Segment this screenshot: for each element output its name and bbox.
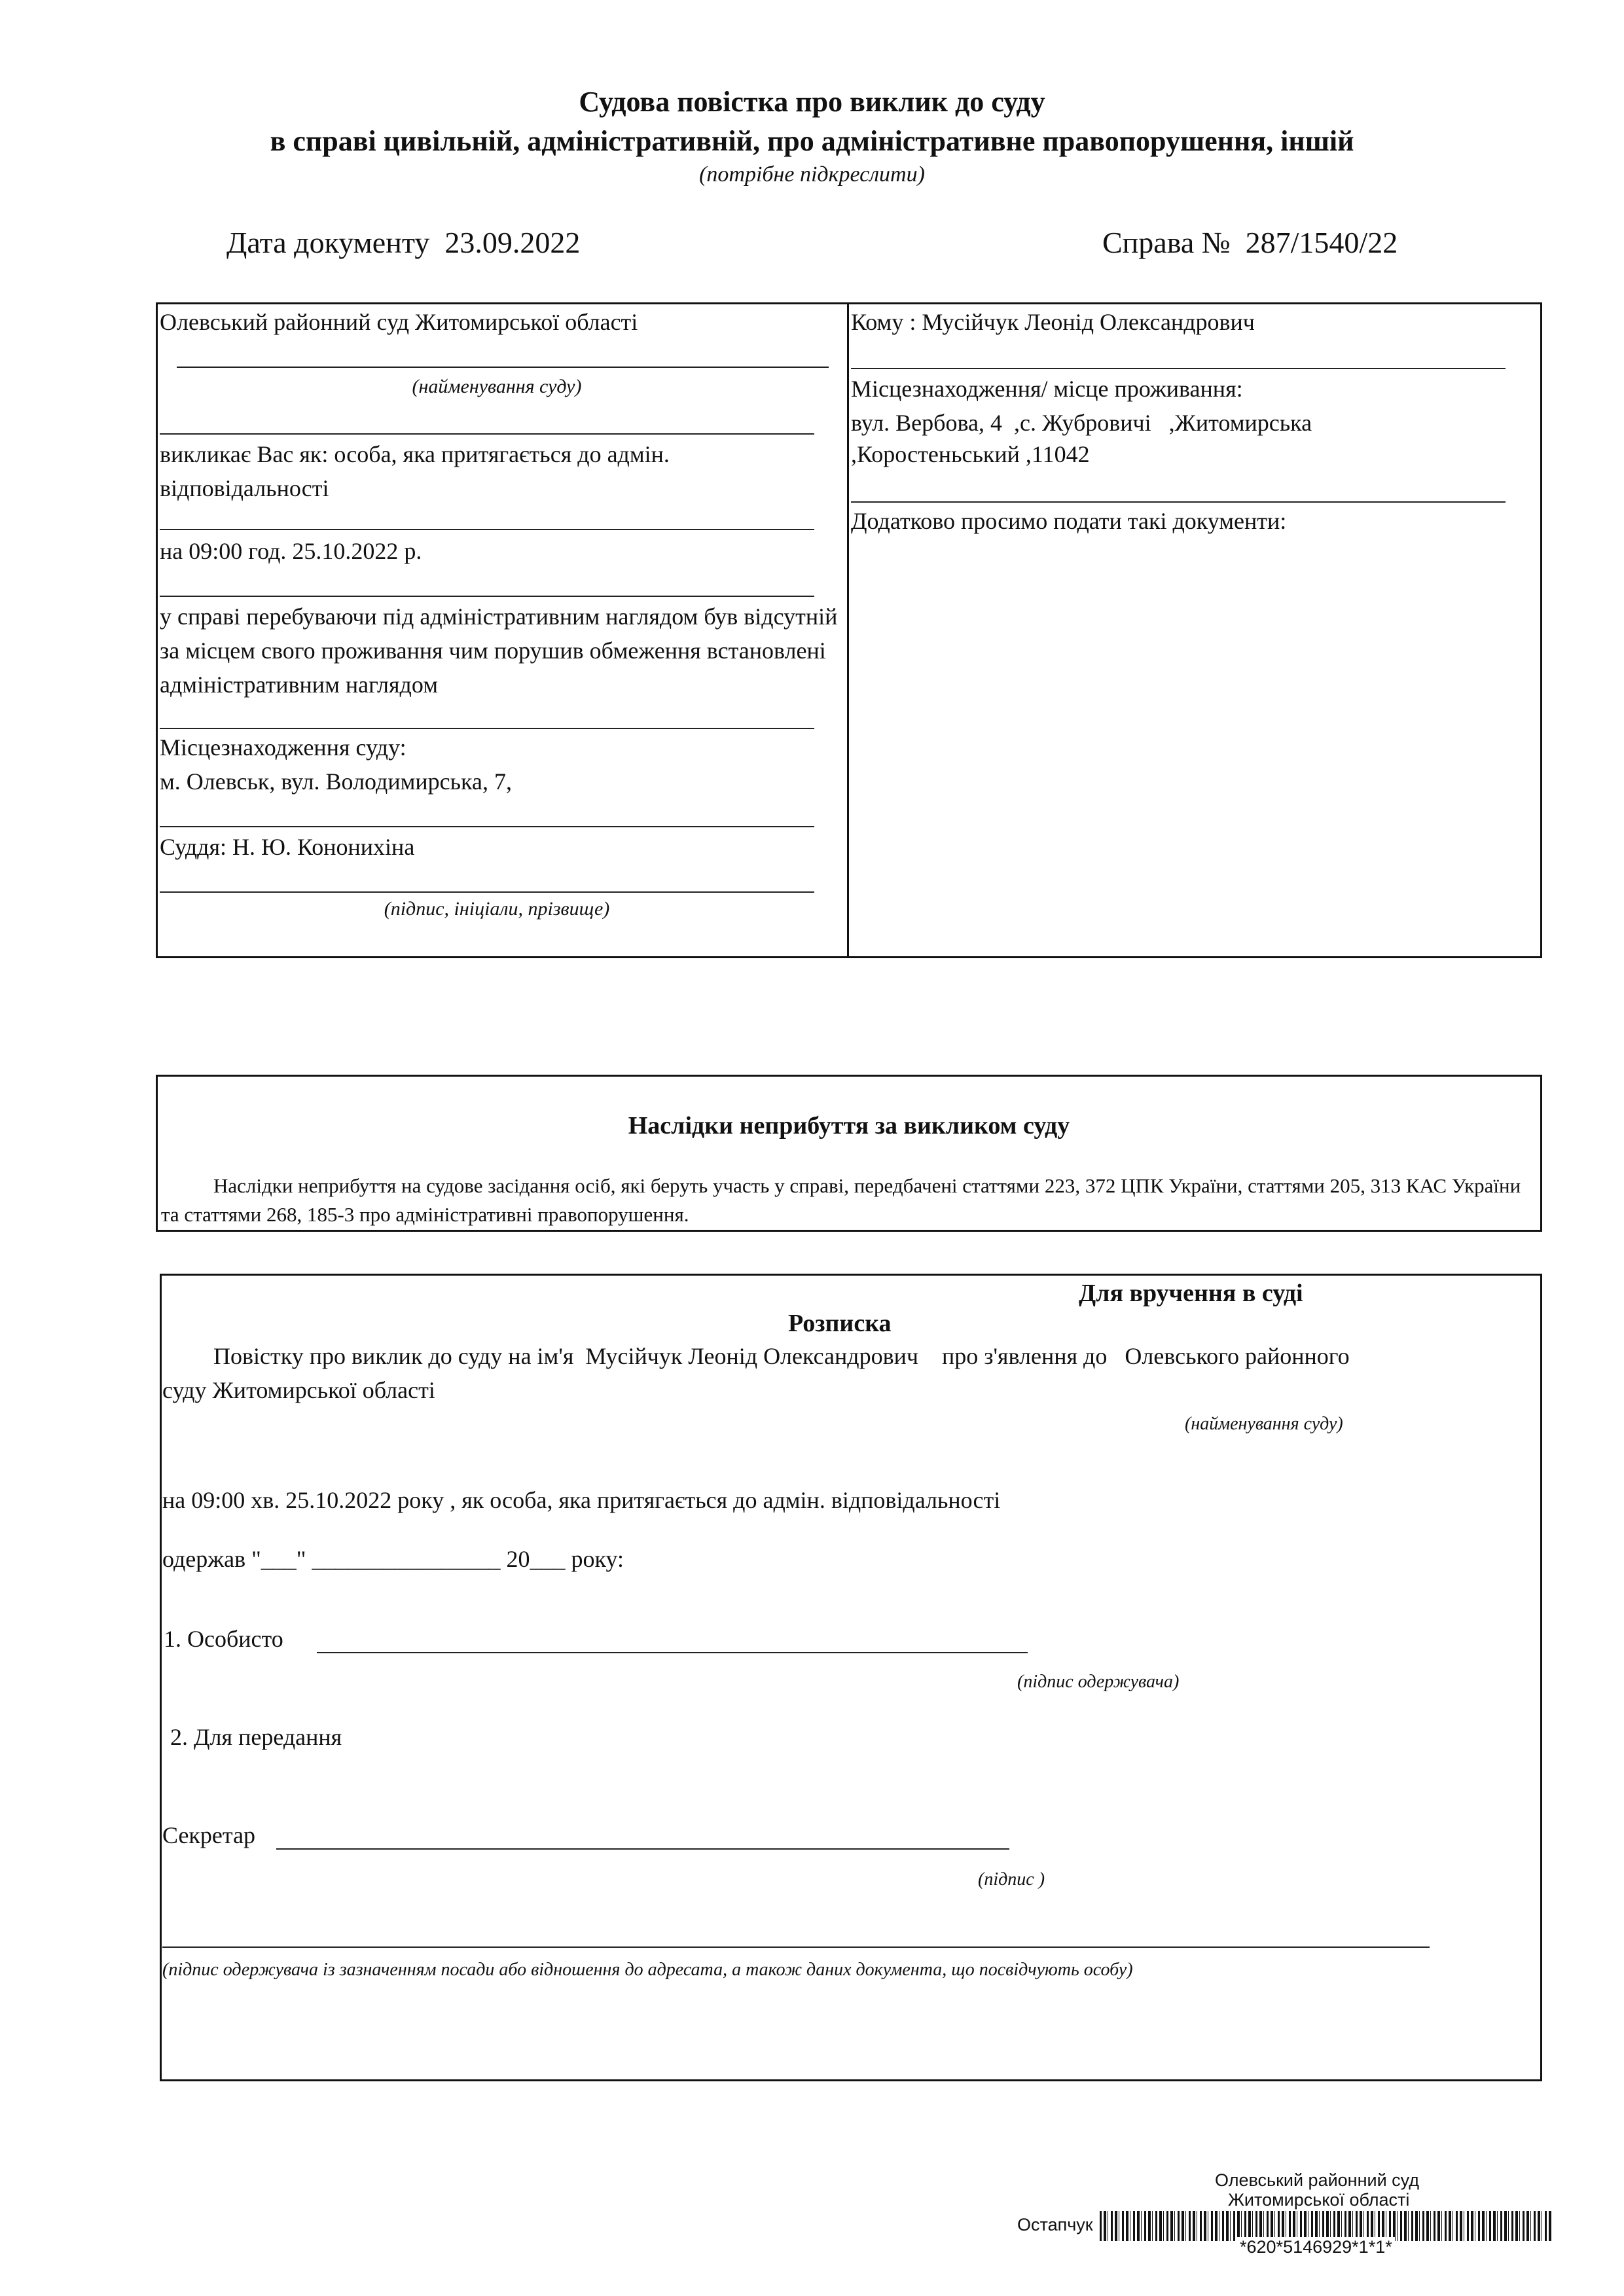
for-court-label: Для вручення в суді [1079,1280,1303,1307]
footer-court-line2: Житомирської області [1228,2190,1410,2210]
clerk-name: Остапчук [1017,2215,1093,2234]
receipt-person: Мусійчук Леонід Олександрович [585,1343,918,1369]
documents-request: Додатково просимо подати такі документи: [851,508,1287,534]
receipt-received-line: одержав "___" ________________ 20___ року: [162,1546,624,1572]
barcode-text: *620*5146929*1*1* [1237,2237,1395,2257]
court-name-line [177,367,829,368]
document-title: Судова повістка про виклик до суду [579,86,1045,118]
consequences-title: Наслідки неприбуття за викликом суду [628,1112,1070,1139]
case-label: Справа № [1102,226,1231,259]
address-line2: ,Коростеньський ,11042 [851,441,1090,467]
divider-line [160,596,814,597]
divider-line [160,728,814,729]
consequences-text: Наслідки неприбуття на судове засідання осіб, які беруть участь у справі, передбачені статтями 223, 372 ЦПК України, статтями 205, 313 КАС України та статтями 268, 185-3 про адміністративні правопорушення. [161,1174,1521,1226]
date-label: Дата документу [226,226,430,259]
hearing-time: на 09:00 год. 25.10.2022 р. [160,538,422,564]
title-note: (потрібне підкреслити) [699,162,925,187]
secretary-signature-caption: (підпис ) [978,1869,1045,1890]
footer-court-line1: Олевський районний суд [1215,2170,1420,2190]
court-name-caption: (найменування суду) [412,376,582,397]
case-description: у справі перебуваючи під адміністративним наглядом був відсутній за місцем свого проживання чим порушив обмеження встановлені адміністративним наглядом [160,603,838,698]
divider-line [160,826,814,827]
case-number [1102,225,1398,260]
receipt-line1 [213,1339,1350,1373]
date-value: 23.09.2022 [444,226,581,259]
personally-label: 1. Особисто [164,1626,283,1652]
secretary-label: Секретар [162,1822,256,1848]
judge-name: Суддя: Н. Ю. Кононихіна [160,834,415,860]
court-location: м. Олевськ, вул. Володимирська, 7, [160,768,512,795]
column-divider [847,302,849,958]
divider-line [160,529,814,530]
receipt-title: Розписка [788,1310,892,1337]
receipt-intro: Повістку про виклик до суду на ім'я [213,1343,574,1369]
document-subtitle: в справі цивільній, адміністративній, про адміністративне правопорушення, іншій [270,125,1354,157]
court-name: Олевський районний суд Житомирської області [160,309,638,335]
secretary-signature-line[interactable] [276,1848,1009,1850]
divider-line [160,433,814,435]
recipient-name: Кому : Мусійчук Леонід Олександрович [851,309,1255,335]
divider-line [851,368,1506,369]
recipient-signature-caption: (підпис одержувача) [1017,1672,1180,1692]
bottom-signature-caption: (підпис одержувача із зазначенням посади або відношення до адресата, а також даних документа, що посвідчують особу) [162,1960,1133,1980]
court-location-label: Місцезнаходження суду: [160,734,406,761]
transfer-label: 2. Для передання [170,1724,342,1750]
document-date [226,225,580,260]
receipt-time-line: на 09:00 хв. 25.10.2022 року , як особа, яка притягається до адмін. відповідальності [162,1487,1001,1513]
receipt-court-caption: (найменування суду) [1185,1414,1343,1434]
divider-line [851,501,1506,503]
receipt-line2: суду Житомирської області [162,1377,435,1403]
address-line1: вул. Вербова, 4 ,с. Жубровичі ,Житомирська [851,410,1312,436]
judge-caption: (підпис, ініціали, прізвище) [384,898,610,920]
receipt-court: Олевського районного [1125,1343,1350,1369]
receipt-appear: про з'явлення до [941,1343,1108,1369]
address-label: Місцезнаходження/ місце проживання: [851,376,1243,402]
judge-signature-line [160,891,814,893]
summon-role: викликає Вас як: особа, яка притягається до адмін. відповідальності [160,441,670,501]
case-value: 287/1540/22 [1245,226,1398,259]
recipient-signature-line[interactable] [317,1652,1028,1653]
bottom-signature-line[interactable] [162,1946,1430,1948]
